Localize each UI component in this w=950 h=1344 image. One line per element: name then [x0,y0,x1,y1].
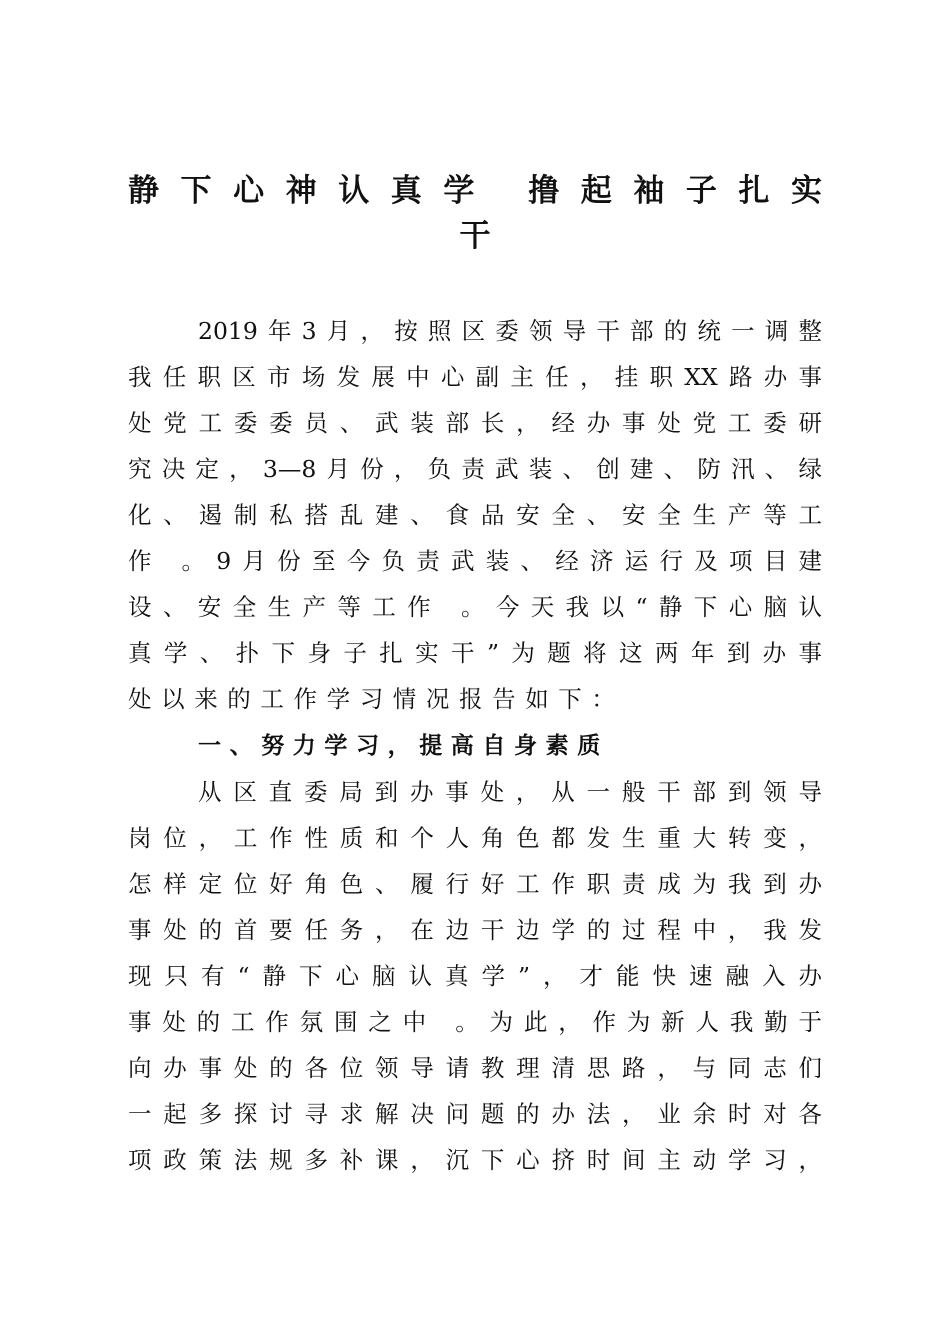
paragraph-1-line-7: 设、安全生产等工作 。今天我以“静下心脑认 [128,593,822,621]
paragraph-2-line-3: 怎样定位好角色、履行好工作职责成为我到办 [128,870,822,898]
document-title-line-2: 干 [459,218,491,254]
paragraph-2-line-8: 一起多探讨寻求解决问题的办法，业余时对各 [128,1100,822,1128]
paragraph-1-line-1: 2019年3月，按照区委领导干部的统一调整 [198,317,822,345]
paragraph-1-line-9: 处以来的工作学习情况报告如下： [128,685,625,713]
paragraph-1-line-4: 究决定，3—8月份，负责武装、创建、防汛、绿 [128,455,822,483]
paragraph-2-line-9: 项政策法规多补课，沉下心挤时间主动学习， [128,1146,822,1174]
paragraph-2-line-1: 从区直委局到办事处，从一般干部到领导 [198,778,822,806]
paragraph-2-line-2: 岗位，工作性质和个人角色都发生重大转变， [128,824,822,852]
document-title-line-1: 静下心神认真学 撸起袖子扎实 [128,173,822,209]
paragraph-1-line-2: 我任职区市场发展中心副主任，挂职XX路办事 [128,363,822,391]
paragraph-1-line-5: 化、遏制私搭乱建、食品安全、安全生产等工 [128,501,822,529]
paragraph-1-line-6: 作 。9月份至今负责武装、经济运行及项目建 [128,547,822,575]
paragraph-2-line-7: 向办事处的各位领导请教理清思路，与同志们 [128,1054,822,1082]
paragraph-1-line-3: 处党工委委员、武装部长，经办事处党工委研 [128,409,822,437]
section-heading-1: 一、努力学习，提高自身素质 [198,733,609,759]
paragraph-2-line-5: 现只有“静下心脑认真学”，才能快速融入办 [128,962,822,990]
paragraph-1-line-8: 真学、扑下身子扎实干”为题将这两年到办事 [128,639,822,667]
paragraph-2-line-4: 事处的首要任务，在边干边学的过程中，我发 [128,916,822,944]
paragraph-2-line-6: 事处的工作氛围之中 。为此，作为新人我勤于 [128,1008,822,1036]
